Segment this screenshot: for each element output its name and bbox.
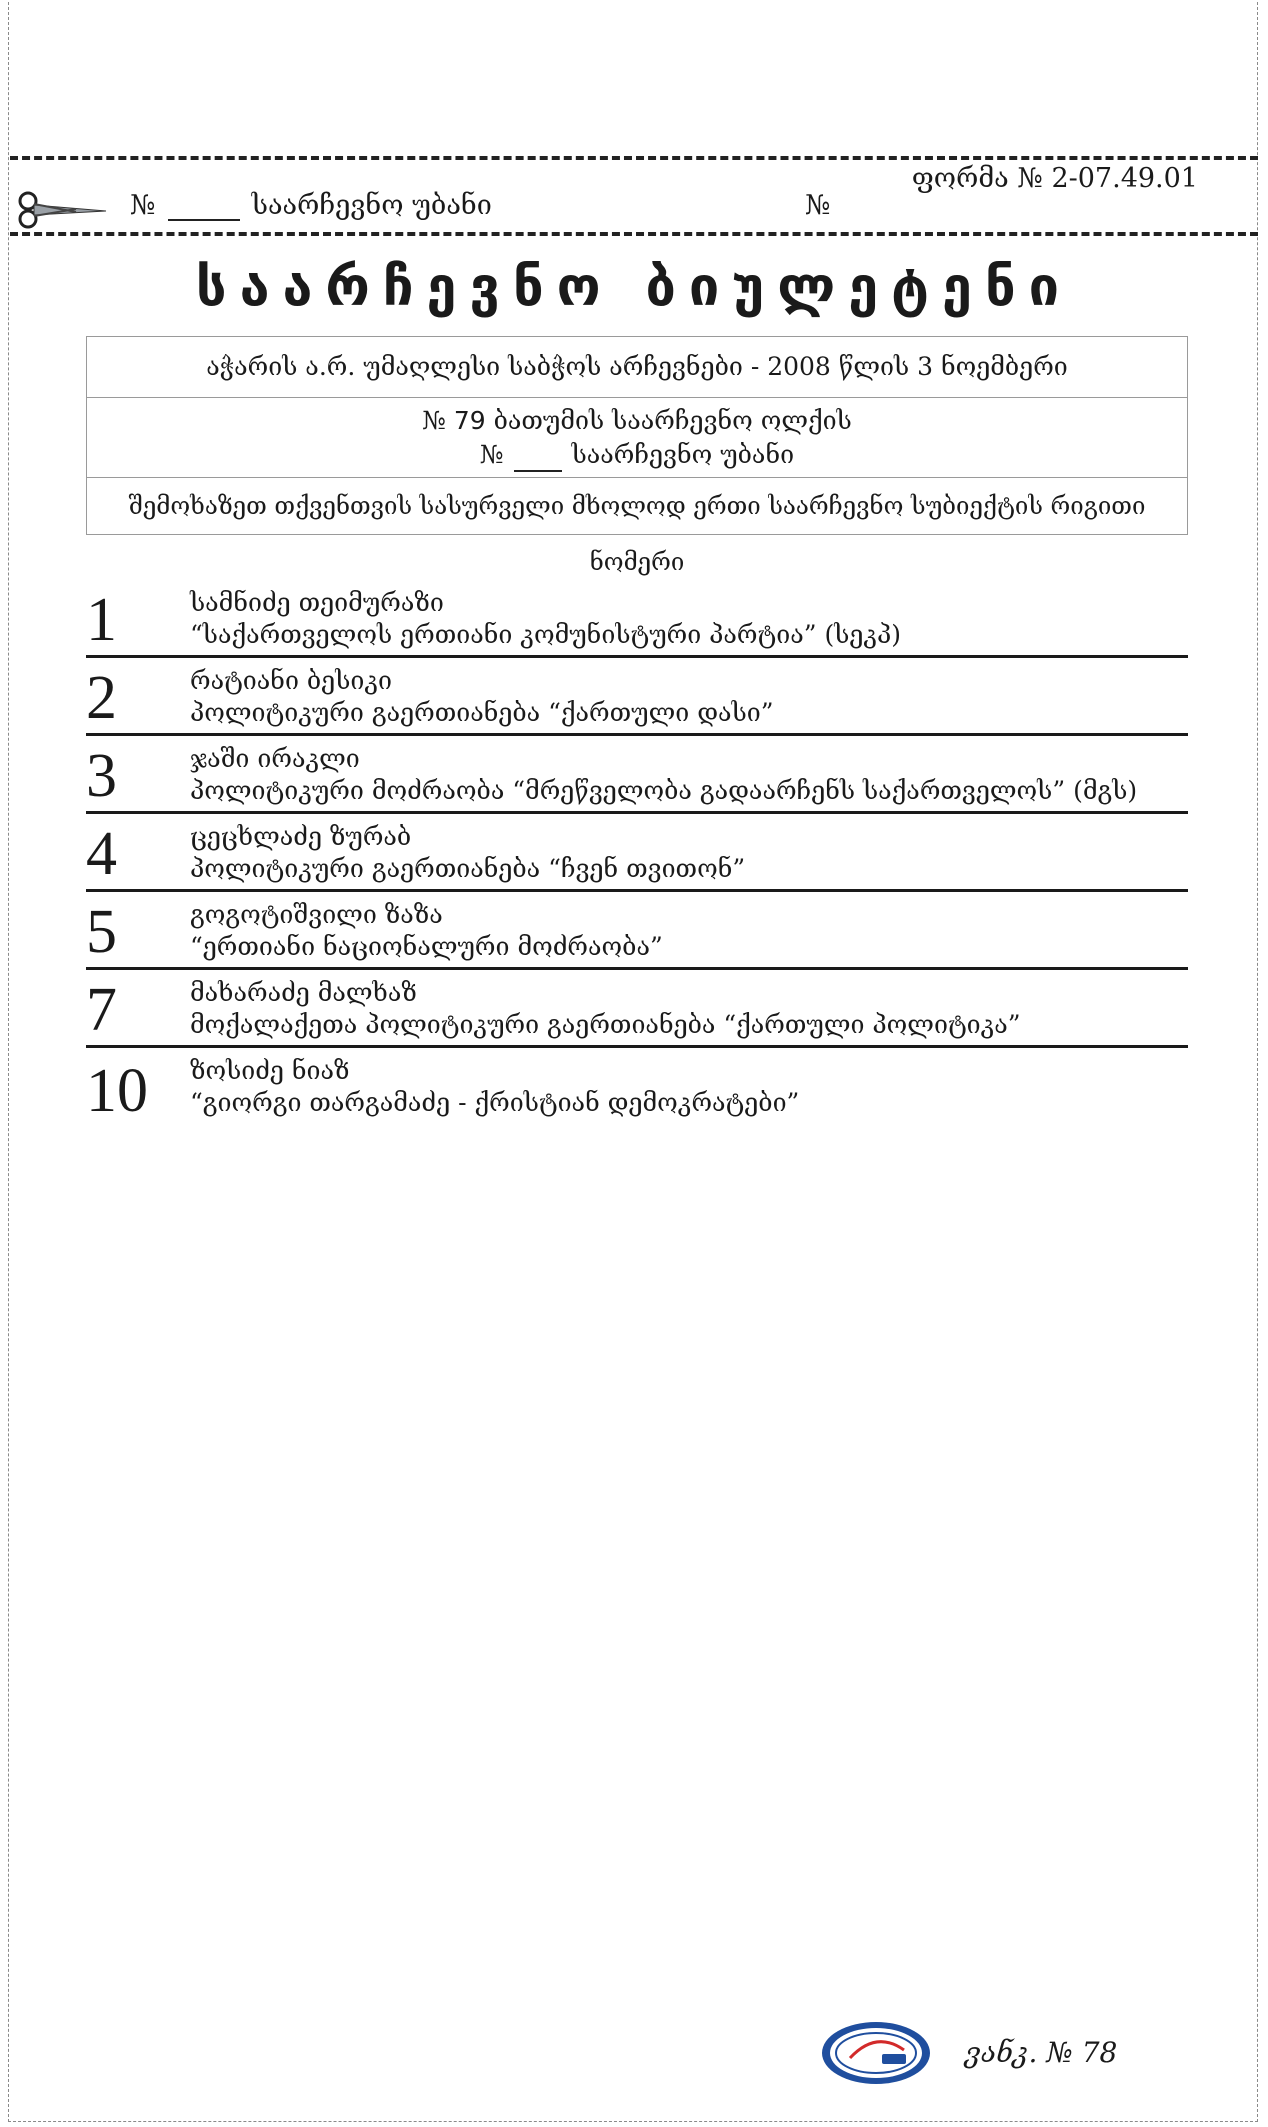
ballot-header-box xyxy=(86,336,1188,576)
cut-line-bottom xyxy=(10,232,1258,236)
precinct-sign: № xyxy=(479,440,504,469)
candidate-name: სამნიძე თეიმურაზი xyxy=(190,588,444,617)
candidate-number[interactable]: 7 xyxy=(86,976,117,1044)
stub-precinct-field xyxy=(130,190,492,221)
stub-serial-field xyxy=(805,190,831,221)
election-commission-seal-icon xyxy=(820,2020,932,2086)
candidate-party: მოქალაქეთა პოლიტიკური გაერთიანება “ქართული პოლიტიკა” xyxy=(190,1010,1021,1039)
candidate-number[interactable]: 1 xyxy=(86,586,117,654)
candidate-name: გოგოტიშვილი ზაზა xyxy=(190,900,443,929)
district-sign: № xyxy=(422,406,446,435)
candidate-number[interactable]: 2 xyxy=(86,664,117,732)
candidate-row[interactable] xyxy=(86,814,1188,892)
district-block xyxy=(87,398,1187,478)
candidate-party: პოლიტიკური გაერთიანება “ჩვენ თვითონ” xyxy=(190,854,746,883)
stub-precinct-blank[interactable] xyxy=(168,195,240,221)
scissors-icon xyxy=(16,190,108,230)
candidate-row[interactable] xyxy=(86,892,1188,970)
ballot-title: საარჩევნო ბიულეტენი xyxy=(195,255,1073,318)
candidate-number[interactable]: 5 xyxy=(86,898,117,966)
candidate-number[interactable]: 4 xyxy=(86,820,117,888)
district-line xyxy=(87,404,1187,438)
candidate-row[interactable] xyxy=(86,658,1188,736)
candidate-row[interactable] xyxy=(86,1048,1188,1126)
precinct-blank[interactable] xyxy=(514,448,562,472)
district-number: 79 xyxy=(453,406,486,435)
election-title: აჭარის ა.რ. უმაღლესი საბჭოს არჩევნები - 2008 წლის 3 ნოემბერი xyxy=(87,337,1187,398)
candidate-party: “გიორგი თარგამაძე - ქრისტიან დემოკრატები” xyxy=(190,1088,800,1117)
precinct-label: საარჩევნო უბანი xyxy=(571,440,795,469)
voting-instruction: შემოხაზეთ თქვენთვის სასურველი მხოლოდ ერთი საარჩევნო სუბიექტის რიგითი ნომერი xyxy=(128,492,1146,576)
stub-number-sign: № xyxy=(130,190,156,221)
candidate-party: “საქართველოს ერთიანი კომუნისტური პარტია” (სეკპ) xyxy=(190,620,902,649)
candidate-party: პოლიტიკური მოძრაობა “მრეწველობა გადაარჩენს საქართველოს” (მგს) xyxy=(190,776,1138,805)
candidate-party: “ერთიანი ნაციონალური მოძრაობა” xyxy=(190,932,663,961)
candidate-name: ჯაში ირაკლი xyxy=(190,744,360,773)
candidate-name: მახარაძე მალხაზ xyxy=(190,978,417,1007)
candidate-name: ცეცხლაძე ზურაბ xyxy=(190,822,412,851)
district-label: ბათუმის საარჩევნო ოლქის xyxy=(493,406,852,435)
form-code: ფორმა № 2-07.49.01 xyxy=(911,163,1198,194)
candidate-row[interactable] xyxy=(86,736,1188,814)
candidate-name: რატიანი ბესიკი xyxy=(190,666,393,695)
cut-line-top xyxy=(10,156,1258,160)
candidate-list xyxy=(86,580,1188,1126)
stub-serial-sign: № xyxy=(805,190,831,221)
bank-number: ვანკ. № 78 xyxy=(965,2036,1118,2069)
candidate-row[interactable] xyxy=(86,580,1188,658)
candidate-row[interactable] xyxy=(86,970,1188,1048)
precinct-line xyxy=(87,438,1187,472)
stub-precinct-label: საარჩევნო უბანი xyxy=(251,190,492,221)
candidate-name: ზოსიძე ნიაზ xyxy=(190,1056,350,1085)
candidate-party: პოლიტიკური გაერთიანება “ქართული დასი” xyxy=(190,698,774,727)
candidate-number[interactable]: 10 xyxy=(86,1057,148,1125)
candidate-number[interactable]: 3 xyxy=(86,742,117,810)
